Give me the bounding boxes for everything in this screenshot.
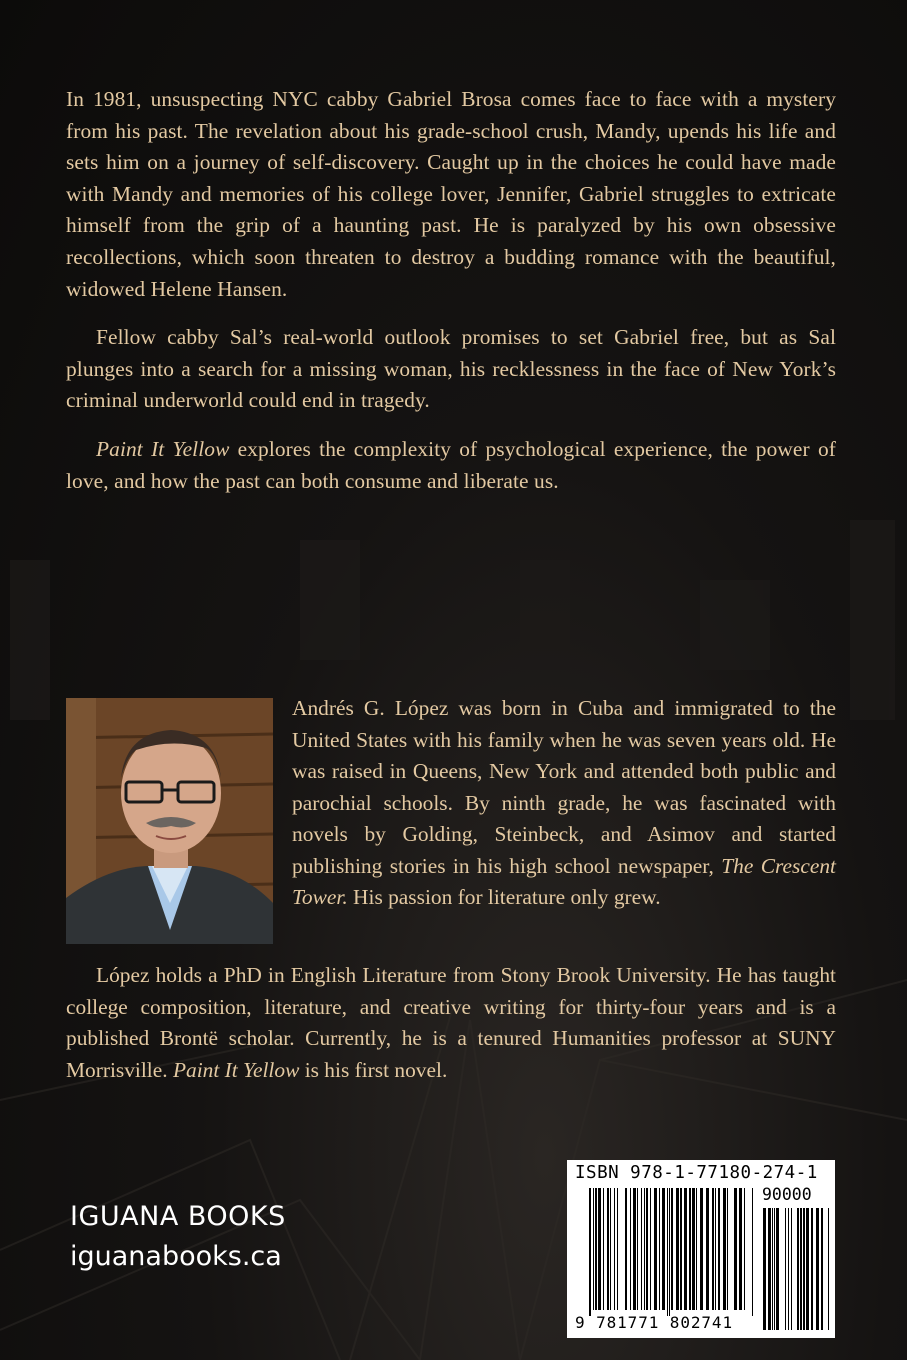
- barcode-bar: [676, 1188, 679, 1310]
- barcode-bar: [774, 1208, 775, 1330]
- barcode-bar: [614, 1188, 615, 1310]
- barcode-bar: [644, 1188, 645, 1310]
- barcode-bar: [692, 1188, 695, 1310]
- barcode-bar: [680, 1188, 682, 1310]
- barcode-bar: [669, 1188, 670, 1316]
- description-paragraph-3: [66, 434, 836, 497]
- barcode-bar: [589, 1188, 591, 1316]
- barcode-bar: [806, 1208, 809, 1330]
- barcode-bar: [610, 1188, 611, 1310]
- publisher-url: iguanabooks.ca: [70, 1241, 282, 1272]
- author-bio-paragraph-2: [66, 960, 836, 1086]
- barcode-bar: [603, 1188, 604, 1310]
- barcode-bar: [803, 1208, 805, 1330]
- barcode-bar: [593, 1188, 594, 1310]
- ean-number: 9 781771 802741: [575, 1313, 733, 1332]
- barcode-bar: [727, 1188, 728, 1310]
- barcode-bar: [763, 1208, 766, 1330]
- description-paragraph-1: In 1981, unsuspecting NYC cabby Gabriel Brosa comes face to face with a mystery from his past. The revelation about his grade-school crush, Mandy, upends his life and sets him on a journey of self-discovery. Caught up in the choices he could have made with Mandy and memories of his college lover, Jennifer, Gabriel struggles to extricate himself from the grip of a haunting past. He is paralyzed by his own obsessive recollections, which soon threaten to destroy a budding romance with the beautiful, widowed Helene Hansen.: [66, 87, 836, 301]
- barcode-bar: [821, 1208, 823, 1330]
- barcode-bar: [734, 1188, 737, 1310]
- barcode-bar: [797, 1208, 799, 1330]
- barcode-bar: [625, 1188, 627, 1310]
- author-bio-2-text-end: is his first novel.: [299, 1057, 448, 1082]
- barcode-bar: [607, 1188, 609, 1310]
- barcode-bar: [667, 1188, 668, 1316]
- barcode-bar: [630, 1188, 631, 1310]
- barcode-bar: [598, 1188, 601, 1310]
- publisher-name: IGUANA BOOKS: [70, 1201, 286, 1232]
- barcode-addon-number: 90000: [762, 1185, 812, 1204]
- description-paragraph-3-text: explores the complexity of psychological experience, the power of love, and how the past can both consume and liberate us.: [66, 436, 836, 493]
- barcode-bar: [811, 1208, 813, 1330]
- isbn-label: ISBN 978-1-77180-274-1: [575, 1163, 818, 1183]
- barcode-bar: [723, 1188, 726, 1310]
- barcode-bar: [800, 1208, 802, 1330]
- barcode-bar: [671, 1188, 673, 1310]
- barcode-bar: [637, 1188, 638, 1310]
- barcode-bar: [696, 1188, 697, 1310]
- author-photo: [66, 698, 273, 944]
- barcode-bar: [768, 1208, 771, 1330]
- barcode-bar: [752, 1188, 753, 1316]
- author-bio-paragraph-1: [292, 693, 836, 914]
- barcode-bar: [828, 1208, 829, 1330]
- author-bio-text: Andrés G. López was born in Cuba and immigrated to the United States with his family when he was seven years old. He was raised in Queens, New York and attended both public and parochial schools. By ninth grade, he was fascinated with novels by Golding, Steinbeck, and Asimov and started publishing stories in his high school newspaper,: [292, 696, 836, 878]
- barcode-bar: [646, 1188, 648, 1310]
- book-title-2: Paint It Yellow: [172, 1057, 300, 1082]
- barcode-bar: [650, 1188, 651, 1310]
- barcode-bar: [689, 1188, 691, 1310]
- barcode-bar: [785, 1208, 786, 1330]
- book-title: Paint It Yellow: [96, 436, 230, 461]
- book-description: [66, 84, 836, 514]
- barcode-bar: [744, 1188, 745, 1310]
- barcode-bar: [791, 1208, 792, 1330]
- barcode-bar: [816, 1208, 819, 1330]
- barcode-bar: [684, 1188, 687, 1310]
- barcode-bar: [662, 1188, 665, 1310]
- barcode-bar: [659, 1188, 660, 1310]
- description-paragraph-2: Fellow cabby Sal’s real-world outlook promises to set Gabriel free, but as Sal plunges into a search for a missing woman, his recklessness in the face of New York’s criminal underworld could end in tragedy.: [66, 325, 836, 413]
- isbn-barcode: [567, 1160, 835, 1338]
- barcode-bar: [715, 1188, 716, 1310]
- barcode-bar: [617, 1188, 618, 1310]
- barcode-bar: [595, 1188, 597, 1310]
- barcode-bar: [633, 1188, 636, 1310]
- barcode-bar: [700, 1188, 703, 1310]
- barcode-bar: [776, 1208, 779, 1330]
- barcode-bar: [718, 1188, 720, 1310]
- publisher-block: [70, 1200, 286, 1274]
- author-bio-2-text: López holds a PhD in English Literature from Stony Brook University. He has taught college composition, literature, and creative writing for thirty-four years and is a published Brontë scholar. Currently, he is a tenured Humanities professor at SUNY Morrisville.: [66, 963, 836, 1082]
- barcode-bar: [772, 1208, 773, 1330]
- barcode-bar: [706, 1188, 709, 1310]
- author-bio-text-end: His passion for literature only grew.: [347, 885, 661, 909]
- barcode-bar: [712, 1188, 714, 1310]
- barcode-bar: [788, 1208, 789, 1330]
- barcode-bar: [654, 1188, 657, 1310]
- newspaper-title: The Crescent Tower.: [292, 853, 836, 909]
- barcode-bar: [739, 1188, 742, 1310]
- barcode-bar: [641, 1188, 642, 1310]
